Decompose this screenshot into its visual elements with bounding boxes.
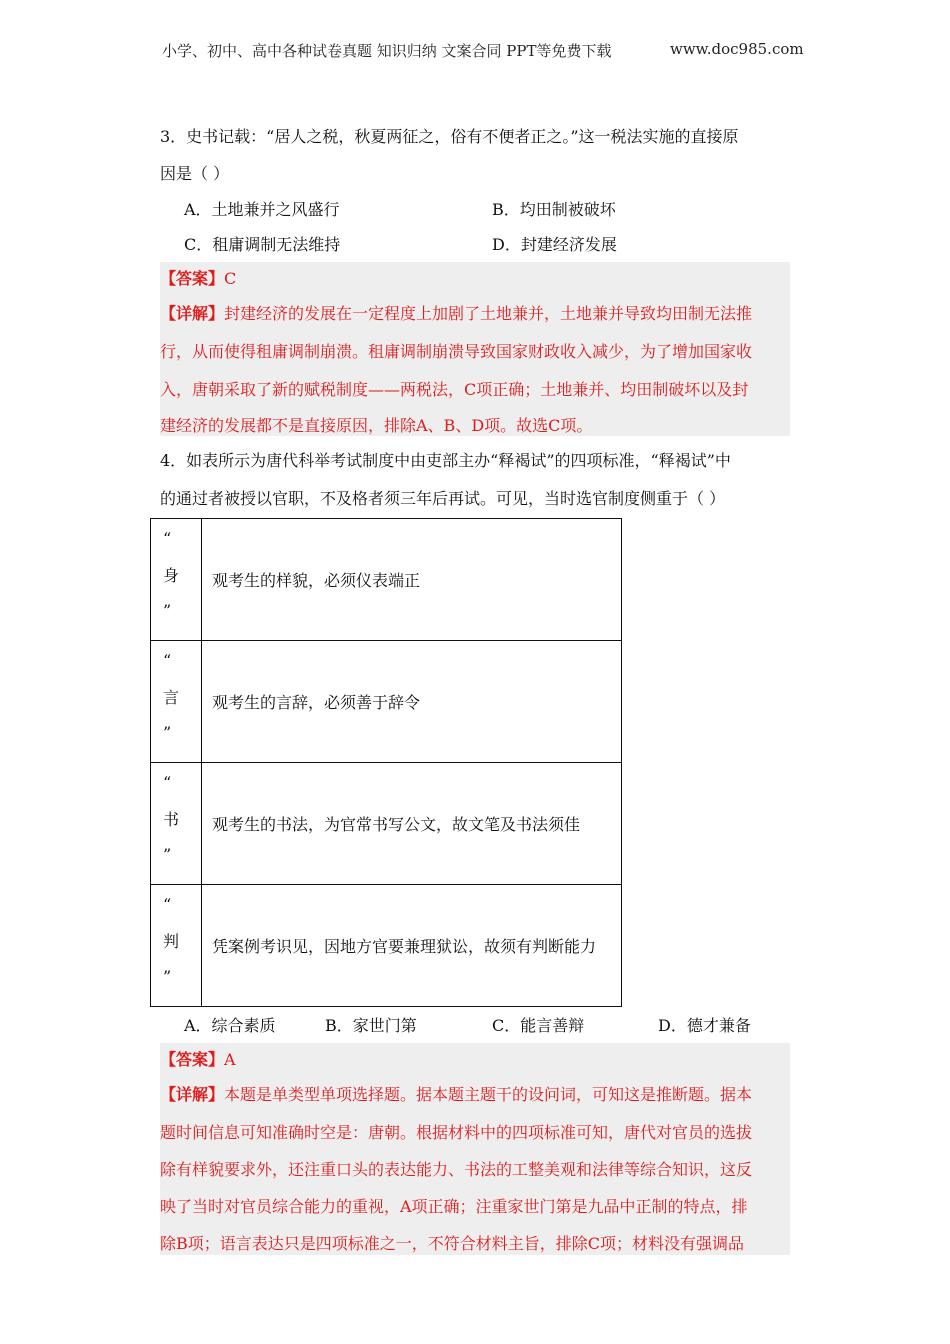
header-site-url[interactable]: www.doc985.com [670,40,804,58]
q4-detail-line-1: 【详解】本题是单类型单项选择题。据本题主题干的设问词，可知这是推断题。据本 [160,1085,753,1104]
q3-detail-tag: 【详解】 [160,304,225,323]
q3-answer-value: C [224,269,237,288]
q3-answer-box [160,262,790,436]
q4-stem-line-2: 的通过者被授以官职，不及格者须三年后再试。可见，当时选官制度侧重于（ ） [160,489,726,508]
standard-key: 身 [163,566,180,585]
q3-option-c: C．租庸调制无法维持 [184,235,341,254]
standard-description: 观考生的书法，为官常书写公文，故文笔及书法须佳 [202,763,622,885]
page-header [0,40,950,64]
q4-option-c: C．能言善辩 [492,1016,585,1035]
q4-detail-line-3: 除有样貌要求外，还注重口头的表达能力、书法的工整美观和法律等综合知识，这反 [160,1160,753,1179]
q4-detail-line-4: 映了当时对官员综合能力的重视，A项正确；注重家世门第是九品中正制的特点，排 [160,1197,748,1216]
q3-option-d: D．封建经济发展 [492,235,617,254]
standard-key-cell: “ 书 ” [151,763,202,885]
standard-description: 观考生的样貌，必须仪表端正 [202,519,622,641]
q3-detail-line-3: 入，唐朝采取了新的赋税制度——两税法，C项正确；土地兼并、均田制破坏以及封 [160,380,749,399]
q3-stem-line-1: 3．史书记载：“居人之税，秋夏两征之，俗有不便者正之。”这一税法实施的直接原 [160,127,739,146]
standard-key: 言 [163,688,180,707]
table-row [151,641,622,763]
q3-detail-line-1: 【详解】封建经济的发展在一定程度上加剧了土地兼并，土地兼并导致均田制无法推 [160,304,753,323]
q3-answer-tag: 【答案】 [160,269,225,288]
q4-answer-line [160,1047,236,1070]
q4-option-a: A．综合素质 [184,1016,276,1035]
q3-stem-line-2: 因是（ ） [160,164,230,183]
standard-description: 观考生的言辞，必须善于辞令 [202,641,622,763]
q4-option-b: B．家世门第 [325,1016,417,1035]
header-site-slogan: 小学、初中、高中各种试卷真题 知识归纳 文案合同 PPT等免费下载 [162,42,612,60]
table-row [151,519,622,641]
standard-key-cell: “ 言 ” [151,641,202,763]
q4-detail-line-2: 题时间信息可知准确时空是：唐朝。根据材料中的四项标准可知，唐代对官员的选拔 [160,1123,753,1142]
standard-key: 书 [163,810,180,829]
q3-detail-line-2: 行，从而使得租庸调制崩溃。租庸调制崩溃导致国家财政收入减少，为了增加国家收 [160,342,753,361]
q3-detail-line-4: 建经济的发展都不是直接原因，排除A、B、D项。故选C项。 [160,416,593,435]
q4-option-d: D．德才兼备 [658,1016,751,1035]
table-row [151,763,622,885]
table-row [151,885,622,1007]
q4-answer-box [160,1043,790,1255]
standard-key-cell: “ 身 ” [151,519,202,641]
q3-option-b: B．均田制被破坏 [492,200,616,219]
q4-stem-line-1: 4．如表所示为唐代科举考试制度中由吏部主办“释褐试”的四项标准，“释褐试”中 [160,451,731,470]
standard-key-cell: “ 判 ” [151,885,202,1007]
standard-description: 凭案例考识见，因地方官要兼理狱讼，故须有判断能力 [202,885,622,1007]
q4-answer-value: A [224,1050,236,1069]
selection-standards-table [150,518,622,1007]
q4-detail-line-5: 除B项；语言表达只是四项标准之一，不符合材料主旨，排除C项；材料没有强调品 [160,1234,745,1253]
q4-detail-tag: 【详解】 [160,1085,225,1104]
standard-key: 判 [163,932,180,951]
q4-answer-tag: 【答案】 [160,1050,225,1069]
q3-answer-line [160,266,236,289]
q3-option-a: A．土地兼并之风盛行 [184,200,340,219]
